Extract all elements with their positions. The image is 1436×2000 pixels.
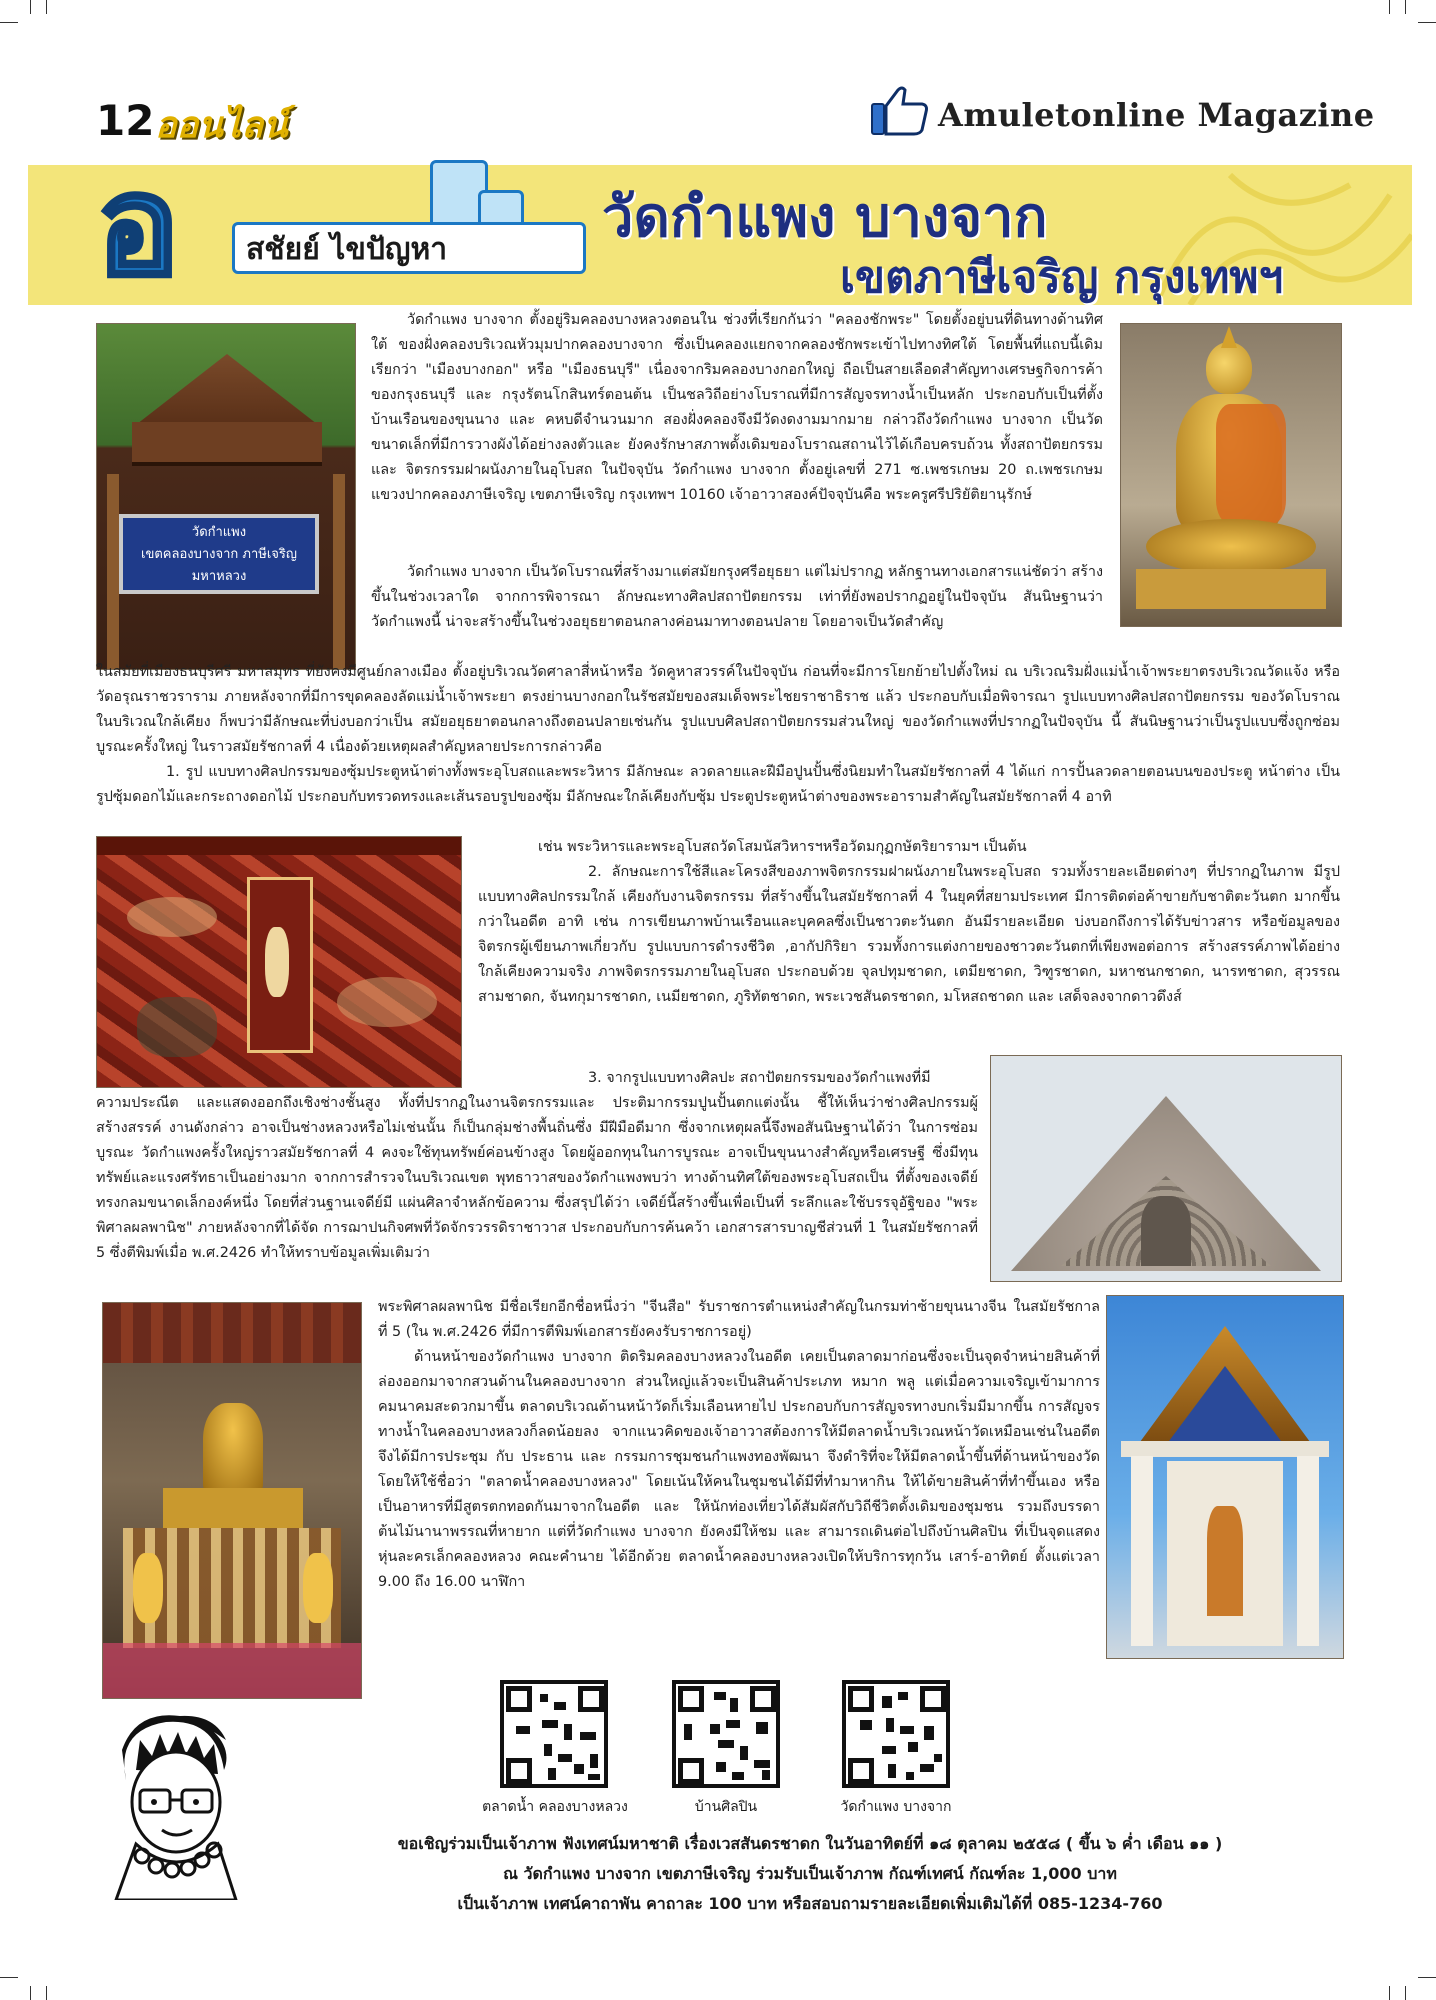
crop-mark [0, 22, 18, 23]
column-name: สชัยย์ ไขปัญหา [246, 232, 448, 267]
crop-mark [46, 1986, 47, 2000]
temple-gate-photo [96, 323, 356, 670]
article-paragraph-2: วัดกำแพง บางจาก เป็นวัดโบราณที่สร้างมาแต่สมัยกรุงศรีอยุธยา แต่ไม่ปรากฏ หลักฐานทางเอกสารแน่ชัดว่า สร้างขึ้นในช่วงเวลาใด จากการพิจารณา ลักษณะทางศิลปสถาปัตยกรรม เท่าที่ยังพอปรากฏอยู่ในปัจจุบัน สันนิษฐานว่าวัดกำแพงนี้ น่าจะสร้างขึ้นในช่วงอยุธยาตอนกลางค่อนมาทางตอนปลาย โดยอาจเป็นวัดสำคัญ [371, 564, 1103, 630]
qr-code-wat-kamphaeng[interactable] [842, 1680, 950, 1788]
stucco-gable-photo [990, 1055, 1342, 1282]
section-logo: ออนไลน์ [155, 105, 288, 146]
crop-mark [1418, 22, 1436, 23]
gate-sign-line2: เขตคลองบางจาก ภาษีเจริญ [141, 547, 297, 562]
thumbs-up-icon [868, 84, 930, 138]
crop-mark [30, 0, 31, 14]
article-paragraph-3: 1. รูป แบบทางศิลปกรรมของซุ้มประตูหน้าต่างทั้งพระอุโบสถและพระวิหาร มีลักษณะ ลวดลายและฝีมือปูนปั้นซึ่งนิยมทำในสมัยรัชกาลที่ 4 ได้แก่ การปั้นลวดลายตอนบนของประตู หน้าต่าง เป็นรูปซุ้มดอกไม้และกระถางดอกไม้ ประกอบกับทรวดทรงและเส้นรอบรูปของซุ้ม มีลักษณะใกล้เคียงกับซุ้ม ประตูประตูหน้าต่างของพระอารามสำคัญในสมัยรัชกาลที่ 4 อาทิ [96, 764, 1340, 805]
qr-label-floating-market: ตลาดน้ำ คลองบางหลวง [482, 1799, 628, 1815]
article-paragraph-5: 3. จากรูปแบบทางศิลปะ สถาปัตยกรรมของวัดกำแพงที่มี [588, 1070, 931, 1086]
article-paragraph-6: ด้านหน้าของวัดกำแพง บางจาก ติดริมคลองบางหลวงในอดีต เคยเป็นตลาดมาก่อนซึ่งจะเป็นจุดจำหน่ายสินค้าที่ล่องออกมาจากสวนด้านในคลองบางจาก ส่วนใหญ่แล้วจะเป็นสินค้าประเภท หมาก พลู แต่เมื่อความเจริญเข้ามาการคมนาคมสะดวกมาขึ้น ตลาดบริเวณด้านหน้าวัดก็เริ่มเลือนหายไป ประกอบกับการสัญจรทางบกเริ่มมีมากขึ้น การสัญจรทางน้ำในคลองบางหลวงก็ลดน้อยลง จากแนวคิดของเจ้าอาวาสต้องการให้มีตลาดน้ำบริเวณหน้าวัดเหมือนเช่นในอดีต จึงได้มีการประชุม กับ ประธาน และ กรรมการชุมชนกำแพงทองพัฒนา จึงดำริที่จะให้มีตลาดน้ำขึ้นที่ด้านหน้าของวัดโดยให้ใช้ชื่อว่า "ตลาดน้ำคลองบางหลวง" โดยเน้นให้คนในชุมชนได้มีที่ทำมาหากิน ให้ได้ขายสินค้าที่ทำขึ้นเอง หรือ เป็นอาหารที่มีสูตรตกทอดกันมาจากในอดีต และ ให้นักท่องเที่ยวได้สัมผัสกับวิถีชีวิตดั้งเดิมของชุมชน รวมถึงบรรดาต้นไม้นานาพรรณที่หายาก แต่ที่วัดกำแพง บางจาก ยังคงมีให้ชม และ สามารถเดินต่อไปถึงบ้านศิลปิน ที่เป็นจุดแสดงหุ่นละครเล็กคลองหลวง คณะคำนาย ได้อีกด้วย ตลาดน้ำคลองบางหลวงเปิดให้บริการทุกวัน เสาร์-อาทิตย์ ตั้งแต่เวลา 9.00 ถึง 16.00 นาฬิกา [378, 1349, 1100, 1590]
invitation-line-2: ณ วัดกำแพง บางจาก เขตภาษีเจริญ ร่วมรับเป็นเจ้าภาพ กัณฑ์เทศน์ กัณฑ์ละ 1,000 บาท [503, 1864, 1117, 1883]
qr-label-wat-kamphaeng: วัดกำแพง บางจาก [840, 1799, 952, 1815]
invitation-line-3: เป็นเจ้าภาพ เทศน์คาถาพัน คาถาละ 100 บาท หรือสอบถามรายละเอียดเพิ่มเติมได้ที่ 085-1234-760 [457, 1894, 1163, 1913]
column-letter: อ [96, 145, 181, 308]
crop-mark [1405, 0, 1406, 14]
invitation-line-1: ขอเชิญร่วมเป็นเจ้าภาพ ฟังเทศน์มหาชาติ เรื่องเวสสันดรชาดก ในวันอาทิตย์ที่ ๑๘ ตุลาคม ๒๕๕๘ ( ขึ้น ๖ ค่ำ เดือน ๑๑ ) [397, 1834, 1223, 1853]
mural-photo [96, 836, 462, 1088]
crop-mark [30, 1986, 31, 2000]
article-title: วัดกำแพง บางจาก [602, 185, 1048, 250]
crop-mark [1405, 1986, 1406, 2000]
article-paragraph-5-cont: ความประณีต และแสดงออกถึงเชิงช่างชั้นสูง ทั้งที่ปรากฏในงานจิตรกรรมและ ประติมากรรมปูนปั้นตกแต่งนั้น ชี้ให้เห็นว่าช่างศิลปกรรมผู้สร้างสรรค์ งานดังกล่าว อาจเป็นช่างหลวงหรือไม่เช่นนั้น ก็เป็นกลุ่มช่างพื้นถิ่นซึ่ง มีฝีมือดีมาก ซึ่งจากเหตุผลนี้จึงพอสันนิษฐานได้ว่า ในการซ่อมบูรณะ วัดกำแพงครั้งใหญ่ราวสมัยรัชกาลที่ 4 คงจะใช้ทุนทรัพย์ค่อนข้างสูง โดยผู้ออกทุนในการบูรณะ อาจเป็นขุนนางสำคัญหรือเศรษฐี ซึ่งมีทุน ทรัพย์และแรงศรัทธาเป็นอย่างมาก จากการสำรวจในบริเวณเขต พุทธาวาสของวัดกำแพงพบว่า ทางด้านทิศใต้ของพระอุโบสถเป็น ที่ตั้งของเจดีย์ทรงกลมขนาดเล็กองค์หนึ่ง โดยที่ส่วนฐานเจดีย์มี แผ่นศิลาจำหลักข้อความ ซึ่งสรุปได้ว่า เจดีย์นี้สร้างขึ้นเพื่อเป็นที่ ระลึกและใช้บรรจุอัฐิของ "พระพิศาลผลพานิช" ภายหลังจากที่ได้จัด การฌาปนกิจศพที่วัดจักรวรรดิราชาวาส ประกอบกับการค้นคว้า เอกสารสารบาญชีส่วนที่ 1 ในสมัยรัชกาลที่ 5 ซึ่งตีพิมพ์เมื่อ พ.ศ.2426 ทำให้ทราบข้อมูลเพิ่มเติมว่า [96, 1095, 978, 1261]
ubosot-photo [1106, 1295, 1344, 1659]
crop-mark [1389, 1986, 1390, 2000]
qr-code-floating-market[interactable] [500, 1680, 608, 1788]
page-number: 12 [96, 96, 155, 145]
crop-mark [46, 0, 47, 14]
crop-mark [1389, 0, 1390, 14]
altar-interior-photo [102, 1302, 362, 1699]
golden-buddha-photo [1120, 323, 1342, 627]
article-paragraph-1: วัดกำแพง บางจาก ตั้งอยู่ริมคลองบางหลวงตอนใน ช่วงที่เรียกกันว่า "คลองชักพระ" โดยตั้งอยู่บนที่ดินทางด้านทิศใต้ ของฝั่งคลองบริเวณหัวมุมปากคลองบางจาก ซึ่งเป็นคลองแยกจากคลองชักพระเข้าไปทางทิศใต้ โดยพื้นที่แถบนี้เดิมเรียกว่า "เมืองบางกอก" หรือ "เมืองธนบุรี" เนื่องจากริมคลองบางกอกใหญ่ ถือเป็นสายเลือดสำคัญทางเศรษฐกิจการค้าของกรุงธนบุรี และ กรุงรัตนโกสินทร์ตอนต้น เป็นชลวิถีอย่างโบราณที่มีการสัญจรทางน้ำเป็นหลัก ประกอบกับเป็นที่ตั้งบ้านเรือนของขุนนาง และ คหบดีจำนวนมาก สองฝั่งคลองจึงมีวัดงดงามมากมาย กล่าวถึงวัดกำแพง บางจาก เป็นวัดขนาดเล็กที่มีการวางผังได้อย่างลงตัวและ ยังคงรักษาสภาพดั้งเดิมของโบราณสถานไว้ได้เกือบครบถ้วน ทั้งสถาปัตยกรรม และ จิตรกรรมฝาผนังภายในอุโบสถ ในปัจจุบัน วัดกำแพง บางจาก ตั้งอยู่เลขที่ 271 ซ.เพชรเกษม 20 ถ.เพชรเกษม แขวงปากคลองภาษีเจริญ เขตภาษีเจริญ กรุงเทพฯ 10160 เจ้าอาวาสองค์ปัจจุบันคือ พระครูศรีปริยัติยานุรักษ์ [371, 312, 1103, 503]
article-paragraph-3-cont: เช่น พระวิหารและพระอุโบสถวัดโสมนัสวิหารฯหรือวัดมกุฏกษัตริยารามฯ เป็นต้น [538, 839, 1027, 855]
qr-label-artist-house: บ้านศิลปิน [694, 1799, 758, 1815]
article-paragraph-4: 2. ลักษณะการใช้สีและโครงสีของภาพจิตรกรรมฝาผนังภายในพระอุโบสถ รวมทั้งรายละเอียดต่างๆ ที่ปรากฏในภาพ มีรูปแบบทางศิลปกรรมใกล้ เคียงกับงานจิตรกรรม ที่สร้างขึ้นในสมัยรัชกาลที่ 4 ในยุคที่สยามประเทศ มีการติดต่อค้าขายกับชาติตะวันตก มากขึ้นกว่าในอดีต อาทิ เช่น การเขียนภาพบ้านเรือนและบุคคลซึ่งเป็นชาวตะวันตก อันมีรายละเอียด บ่งบอกถึงการได้รับข่าวสาร หรือข้อมูลของจิตรกรผู้เขียนภาพเกี่ยวกับ รูปแบบการดำรงชีวิต ,อากัปกิริยา รวมทั้งการแต่งกายของชาวตะวันตกที่เพียงพอต่อการ สร้างสรรค์ภาพได้อย่างใกล้เคียงความจริง ภาพจิตรกรรมภายในอุโบสถ ประกอบด้วย จุลปทุมชาดก, เตมียชาดก, วิฑูรชาดก, มหาชนกชาดก, นารทชาดก, สุวรรณสามชาดก, จันทกุมารชาดก, เนมียชาดก, ภูริทัตชาดก, พระเวชสันดรชาดก, มโหสถชาดก และ เสด็จลงจากดาวดึงส์ [478, 864, 1340, 1005]
gate-sign-line3: มหาหลวง [191, 569, 247, 584]
crop-mark [0, 1977, 18, 1978]
article-subtitle: เขตภาษีเจริญ กรุงเทพฯ [840, 252, 1284, 303]
magazine-name: Amuletonline Magazine [938, 96, 1375, 134]
crop-mark [1418, 1977, 1436, 1978]
gate-sign-line1: วัดกำแพง [191, 525, 247, 540]
qr-code-artist-house[interactable] [672, 1680, 780, 1788]
article-paragraph-5-end: พระพิศาลผลพานิช มีชื่อเรียกอีกชื่อหนึ่งว่า "จีนสือ" รับราชการตำแหน่งสำคัญในกรมท่าซ้ายขุนนางจีน ในสมัยรัชกาลที่ 5 (ใน พ.ศ.2426 ที่มีการตีพิมพ์เอกสารยังคงรับราชการอยู่) [378, 1299, 1100, 1340]
article-paragraph-2-cont: ในสมัยที่เมืองธนบุรีศรี มหาสมุทร ที่ยังคงมีศูนย์กลางเมือง ตั้งอยู่บริเวณวัดศาลาสี่หน้าหรือ วัดคูหาสวรรค์ในปัจจุบัน ก่อนที่จะมีการโยกย้ายไปตั้งใหม่ ณ บริเวณริมฝั่งแม่น้ำเจ้าพระยาตรงบริเวณวัดแจ้ง หรือวัดอรุณราชวราราม ภายหลังจากที่มีการขุดคลองลัดแม่น้ำเจ้าพระยา ตรงย่านบางกอกในรัชสมัยของสมเด็จพระไชยราชาธิราช แล้ว ประกอบกับเมื่อพิจารณา รูปแบบทางศิลปสถาปัตยกรรม ของวัดโบราณในบริเวณใกล้เคียง ก็พบว่ามีลักษณะที่บ่งบอกว่าเป็น สมัยอยุธยาตอนกลางถึงตอนปลายเช่นกัน รูปแบบศิลปสถาปัตยกรรมส่วนใหญ่ ของวัดกำแพงที่ปรากฏในปัจจุบัน นี้ สันนิษฐานว่าเป็นรูปแบบซึ่งถูกซ่อมบูรณะครั้งใหญ่ ในราวสมัยรัชกาลที่ 4 เนื่องด้วยเหตุผลสำคัญหลายประการกล่าวคือ [96, 664, 1340, 755]
author-cartoon-avatar [96, 1710, 256, 1900]
